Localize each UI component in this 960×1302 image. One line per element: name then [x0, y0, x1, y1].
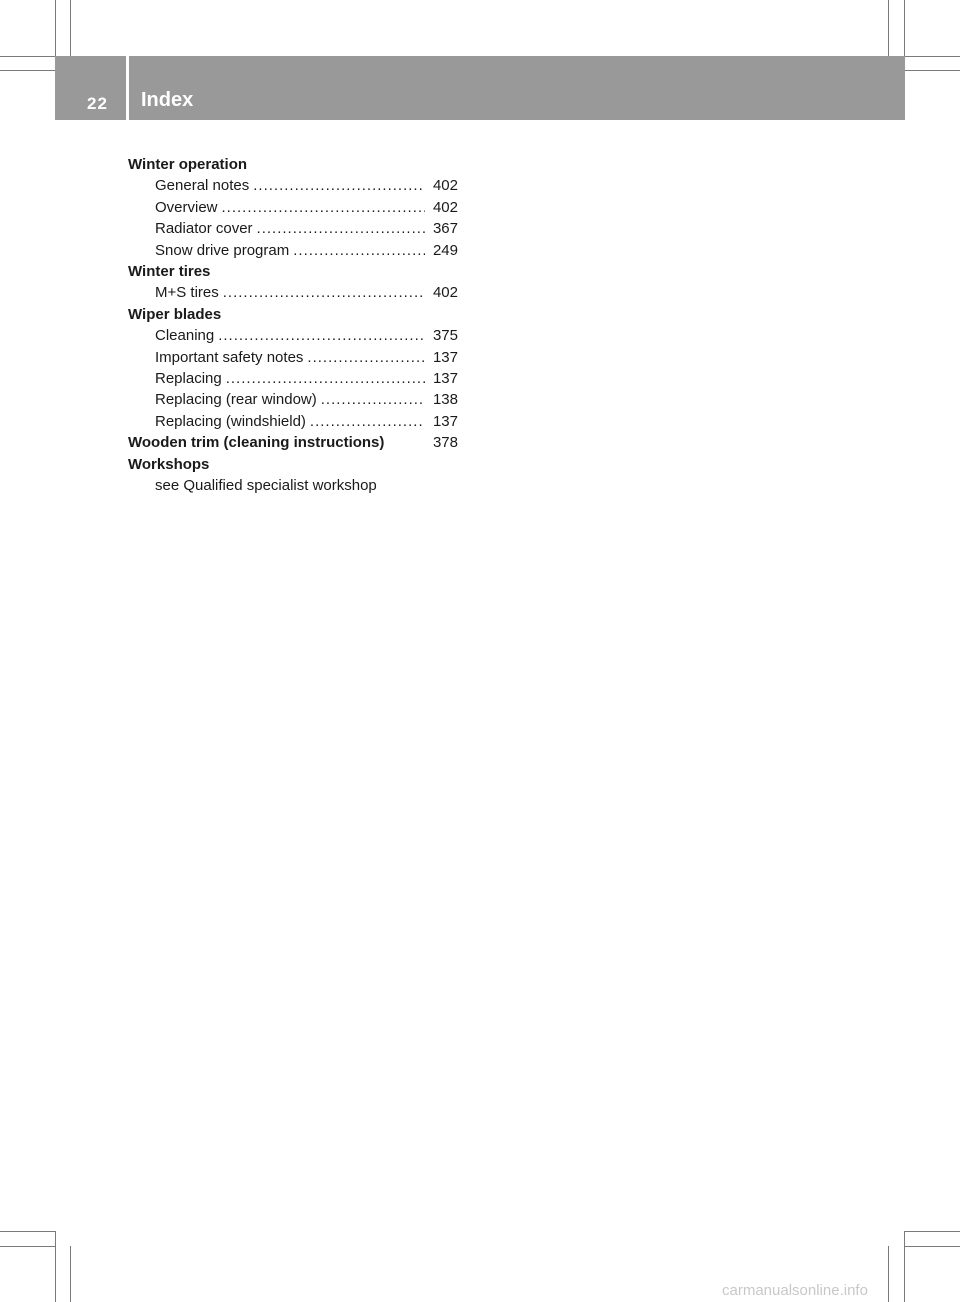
- index-subentry[interactable]: [128, 197, 458, 218]
- crop-mark: [888, 1246, 889, 1302]
- page-reference: 402: [432, 284, 458, 302]
- leader-dots: [303, 347, 425, 368]
- crop-mark: [0, 70, 56, 71]
- crop-mark: [55, 1232, 56, 1302]
- index-subentry[interactable]: [128, 218, 458, 239]
- subentry-label: Replacing (rear window): [155, 391, 317, 409]
- subentry-label: Overview: [155, 198, 218, 216]
- crop-mark: [888, 0, 889, 56]
- crop-mark: [70, 1246, 71, 1302]
- index-subentry[interactable]: [128, 411, 458, 432]
- index-subentry[interactable]: [128, 347, 458, 368]
- subentry-label: M+S tires: [155, 284, 219, 302]
- index-term: [128, 454, 458, 475]
- page-reference: 378: [432, 434, 458, 452]
- crop-mark: [904, 1232, 905, 1302]
- crop-mark: [0, 1231, 56, 1232]
- index-term-label: Winter operation: [128, 156, 248, 173]
- index-subentry[interactable]: [128, 368, 458, 389]
- index-term-label: Wooden trim (cleaning instructions): [128, 434, 385, 452]
- subentry-label: General notes: [155, 177, 250, 195]
- index-term: [128, 304, 458, 325]
- index-term-label: Wiper blades: [128, 305, 222, 323]
- index-term: [128, 261, 458, 282]
- page-reference: 137: [432, 348, 458, 366]
- leader-dots: [218, 197, 425, 218]
- subentry-label: Replacing (windshield): [155, 412, 306, 430]
- subentry-label: Radiator cover: [155, 220, 253, 238]
- leader-dots: [306, 411, 425, 432]
- index-term-label: Winter tires: [128, 263, 211, 281]
- index-term: [128, 154, 458, 175]
- crop-mark: [904, 56, 960, 57]
- subentry-label: Cleaning: [155, 327, 215, 345]
- index-subentry[interactable]: [128, 389, 458, 410]
- page-reference: 402: [432, 177, 458, 195]
- crop-mark: [904, 1246, 960, 1247]
- index-term[interactable]: [128, 432, 458, 453]
- watermark: carmanualsonline.info: [722, 1282, 868, 1299]
- page-reference: 375: [432, 327, 458, 345]
- index-subentry[interactable]: [128, 175, 458, 196]
- page-number: 22: [87, 94, 108, 113]
- section-title: Index: [141, 89, 194, 111]
- page-header: [55, 56, 905, 120]
- index-subentry[interactable]: [128, 240, 458, 261]
- subentry-label: Replacing: [155, 370, 222, 388]
- page-reference: 137: [432, 412, 458, 430]
- crop-mark: [0, 1246, 56, 1247]
- page-reference: 402: [432, 198, 458, 216]
- leader-dots: [249, 175, 425, 196]
- page-reference: 138: [432, 391, 458, 409]
- index-term-label: Workshops: [128, 455, 210, 473]
- crop-mark: [904, 1231, 960, 1232]
- header-divider: [126, 56, 129, 120]
- leader-dots: [222, 368, 425, 389]
- page-reference: 367: [432, 220, 458, 238]
- page-reference: 137: [432, 370, 458, 388]
- subentry-label: Snow drive program: [155, 241, 290, 259]
- leader-dots: [214, 325, 425, 346]
- crop-mark: [904, 70, 960, 71]
- leader-dots: [317, 389, 425, 410]
- subentry-label: Important safety notes: [155, 348, 304, 366]
- index-subentry[interactable]: [128, 282, 458, 303]
- leader-dots: [253, 218, 425, 239]
- see-reference[interactable]: see Qualified specialist workshop: [155, 477, 377, 495]
- index-list: [128, 154, 458, 497]
- page-reference: 249: [432, 241, 458, 259]
- crop-mark: [0, 56, 56, 57]
- index-subentry[interactable]: [128, 325, 458, 346]
- leader-dots: [289, 240, 425, 261]
- crop-mark: [70, 0, 71, 56]
- leader-dots: [219, 282, 425, 303]
